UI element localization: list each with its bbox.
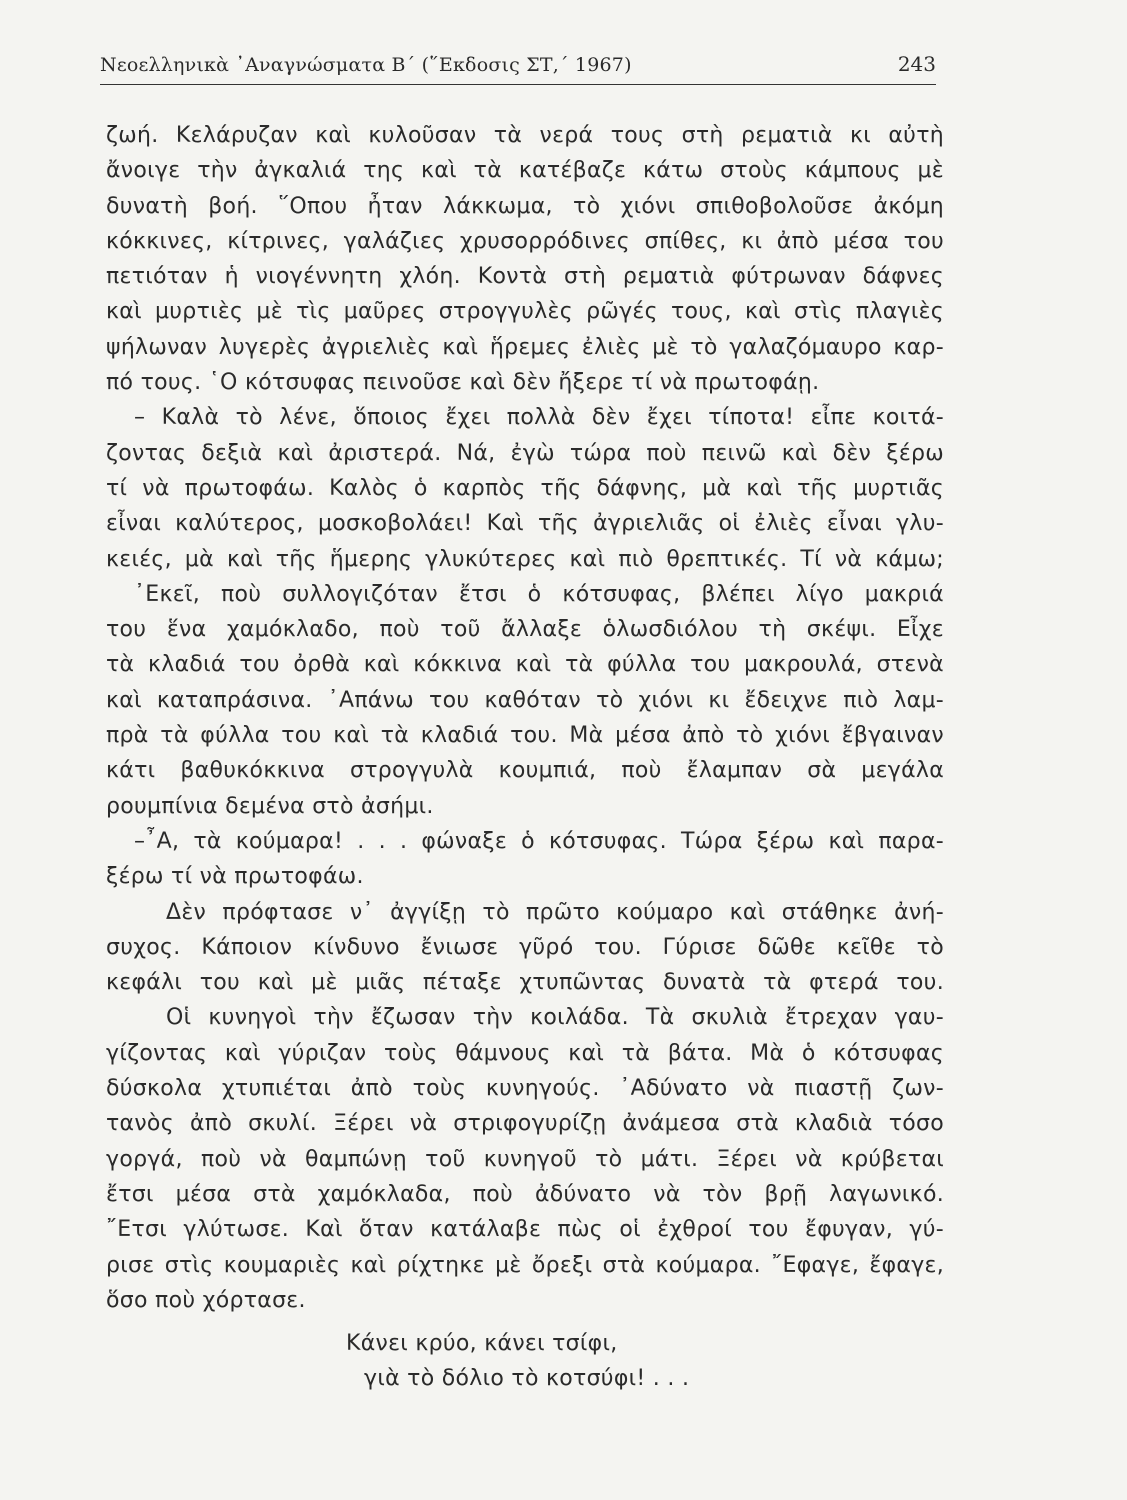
text-line: – Καλὰ τὸ λένε, ὅποιος ἔχει πολλὰ δὲν ἔχει τίποτα! εἶπε κοιτά- [134,405,944,431]
text-line: κάτι βαθυκόκκινα στρογγυλὰ κουμπιά, ποὺ ἔλαμπαν σὰ μεγάλα [106,758,944,784]
text-line: Οἱ κυνηγοὶ τὴν ἔζωσαν τὴν κοιλάδα. Τὰ σκυλιὰ ἔτρεχαν γαυ- [166,1005,944,1031]
text-line: καὶ καταπράσινα. ᾿Απάνω του καθόταν τὸ χιόνι κι ἔδειχνε πιὸ λαμ- [106,687,944,713]
text-line: ψήλωναν λυγερὲς ἀγριελιὲς καὶ ἥρεμες ἐλιὲς μὲ τὸ γαλαζόμαυρο καρ- [106,334,944,360]
text-line: τὰ κλαδιά του ὀρθὰ καὶ κόκκινα καὶ τὰ φύλλα του μακρουλά, στενὰ [106,652,944,678]
text-line: ἄνοιγε τὴν ἀγκαλιά της καὶ τὰ κατέβαζε κάτω στοὺς κάμπους μὲ [106,158,944,184]
text-line: δυνατὴ βοή. ῞Οπου ἦταν λάκκωμα, τὸ χιόνι σπιθοβολοῦσε ἀκόμη [106,193,944,219]
text-line: ὅσο ποὺ χόρτασε. [106,1287,306,1313]
text-line: Δὲν πρόφτασε ν᾿ ἀγγίξῃ τὸ πρῶτο κούμαρο καὶ στάθηκε ἀνή- [166,899,944,925]
text-line: –῏Α, τὰ κούμαρα! . . . φώναξε ὁ κότσυφας. Τώρα ξέρω καὶ παρα- [134,828,944,854]
text-line: ἔτσι μέσα στὰ χαμόκλαδα, ποὺ ἀδύνατο νὰ τὸν βρῇ λαγωνικό. [106,1181,944,1207]
text-line: ᾿Εκεῖ, ποὺ συλλογιζόταν ἔτσι ὁ κότσυφας, βλέπει λίγο μακριά [134,581,944,607]
text-line: τί νὰ πρωτοφάω. Καλὸς ὁ καρπὸς τῆς δάφνης, μὰ καὶ τῆς μυρτιᾶς [106,475,944,501]
text-line: εἶναι καλύτερος, μοσκοβολάει! Καὶ τῆς ἀγριελιᾶς οἱ ἐλιὲς εἶναι γλυ- [106,511,944,537]
text-line: γίζοντας καὶ γύριζαν τοὺς θάμνους καὶ τὰ βάτα. Μὰ ὁ κότσυφας [106,1040,944,1066]
text-line: συχος. Κάποιον κίνδυνο ἔνιωσε γῦρό του. Γύρισε δῶθε κεῖθε τὸ [106,934,944,960]
text-line: τανὸς ἀπὸ σκυλί. Ξέρει νὰ στριφογυρίζῃ ἀνάμεσα στὰ κλαδιὰ τόσο [106,1111,944,1137]
body-text [106,118,944,1397]
text-line: ῎Ετσι γλύτωσε. Καὶ ὅταν κατάλαβε πὼς οἱ ἐχθροί του ἔφυγαν, γύ- [106,1217,944,1243]
text-line: του ἕνα χαμόκλαδο, ποὺ τοῦ ἄλλαξε ὁλωσδιόλου τὴ σκέψι. Εἶχε [106,617,944,643]
text-line: γοργά, ποὺ νὰ θαμπώνῃ τοῦ κυνηγοῦ τὸ μάτι. Ξέρει νὰ κρύβεται [106,1146,944,1172]
text-line: πό τους. ῾Ο κότσυφας πεινοῦσε καὶ δὲν ἤξερε τί νὰ πρωτοφάῃ. [106,370,820,396]
text-line: κεφάλι του καὶ μὲ μιᾶς πέταξε χτυπῶντας δυνατὰ τὰ φτερά του. [106,970,944,996]
verse-line: Κάνει κρύο, κάνει τσίφι, [346,1331,618,1357]
running-header [100,50,936,85]
text-line: κειές, μὰ καὶ τῆς ἥμερης γλυκύτερες καὶ πιὸ θρεπτικές. Τί νὰ κάμω; [106,546,944,572]
verse [106,1326,944,1397]
text-line: ζωή. Κελάρυζαν καὶ κυλοῦσαν τὰ νερά τους στὴ ρεματιὰ κι αὐτὴ [106,123,944,148]
text-line: ζοντας δεξιὰ καὶ ἀριστερά. Νά, ἐγὼ τώρα ποὺ πεινῶ καὶ δὲν ξέρω [106,440,944,466]
text-line: ξέρω τί νὰ πρωτοφάω. [106,864,364,890]
text-line: ρουμπίνια δεμένα στὸ ἀσήμι. [106,793,434,819]
page-number: 243 [897,52,936,76]
text-line: πετιόταν ἡ νιογέννητη χλόη. Κοντὰ στὴ ρεματιὰ φύτρωναν δάφνες [106,264,944,290]
verse-line: γιὰ τὸ δόλιο τὸ κοτσύφι! . . . [364,1366,690,1392]
text-line: καὶ μυρτιὲς μὲ τὶς μαῦρες στρογγυλὲς ρῶγές τους, καὶ στὶς πλαγιὲς [106,299,944,325]
text-line: δύσκολα χτυπιέται ἀπὸ τοὺς κυνηγούς. ᾿Αδύνατο νὰ πιαστῇ ζων- [106,1076,944,1102]
text-line: πρὰ τὰ φύλλα του καὶ τὰ κλαδιά του. Μὰ μέσα ἀπὸ τὸ χιόνι ἔβγαιναν [106,723,944,749]
header-title: Νεοελληνικὰ ᾿Αναγνώσματα Β΄ (῞Εκδοσις ΣΤ,΄ 1967) [100,54,632,76]
text-line: ρισε στὶς κουμαριὲς καὶ ρίχτηκε μὲ ὄρεξι στὰ κούμαρα. ῎Εφαγε, ἔφαγε, [106,1252,944,1278]
text-line: κόκκινες, κίτρινες, γαλάζιες χρυσορρόδινες σπίθες, κι ἀπὸ μέσα του [106,228,944,254]
